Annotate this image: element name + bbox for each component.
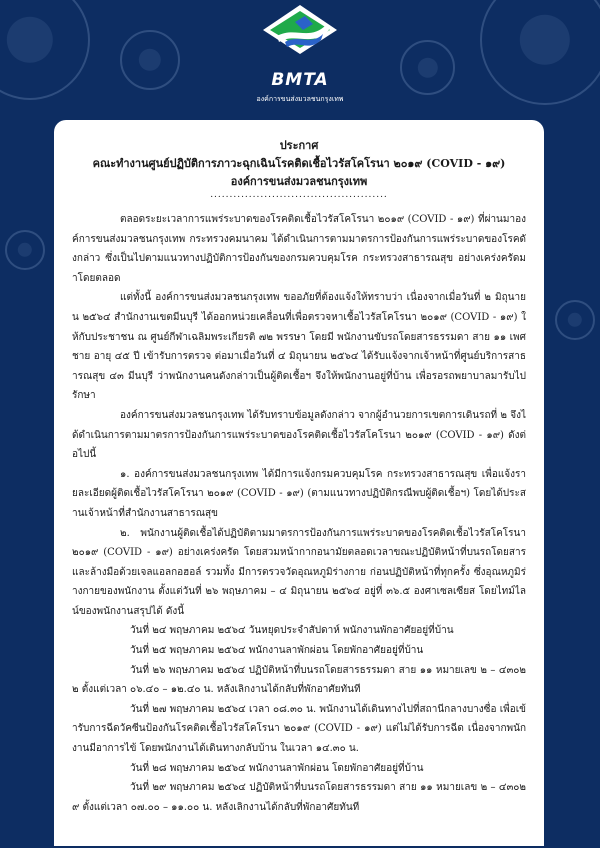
announcement-document [54,120,544,846]
bmta-logo-icon [255,2,345,68]
timeline-item: วันที่ ๒๕ พฤษภาคม ๒๕๖๔ พนักงานลาพักผ่อน โดยพักอาศัยอยู่ที่บ้าน [130,645,424,657]
virus-decoration [555,300,595,340]
timeline-item: วันที่ ๒๗ พฤษภาคม ๒๕๖๔ เวลา ๐๘.๓๐ น. พนักงานได้เดินทางไปที่สถานีกลางบางซื่อ เพื่อเข้ารับการฉีดวัคซีนป้องกันโรคติดเชื้อไวรัสโคโรนา ๒๐๑๙ (COVID - ๑๙) แต่ไม่ได้รับการฉีด เนื่องจากพนักงานมีอาการไข้ โดยพนักงานได้เดินทางกลับบ้าน ในเวลา ๑๔.๓๐ น. [72,703,526,755]
document-title: คณะทำงานศูนย์ปฏิบัติการภาวะฉุกเฉินโรคติดเชื้อไวรัสโคโรนา ๒๐๑๙ (COVID - ๑๙) [92,157,506,170]
header [0,0,600,120]
logo-name: BMTA [271,70,329,90]
paragraph: แต่ทั้งนี้ องค์การขนส่งมวลชนกรุงเทพ ขออภัยที่ต้องแจ้งให้ทราบว่า เนื่องจากเมื่อวันที่ ๒ มิถุนายน ๒๕๖๔ สำนักงานเขตมีนบุรี ได้ออกหน่วยเคลื่อนที่เพื่อตรวจหาเชื้อไวรัสโคโรนา ๒๐๑๙ (COVID - ๑๙) ให้กับประชาชน ณ ศูนย์กีฬาเฉลิมพระเกียรติ ๗๒ พรรษา โดยมี พนักงานขับรถโดยสารธรรมดา สาย ๑๑ เพศชาย อายุ ๔๕ ปี เข้ารับการตรวจ ต่อมาเมื่อวันที่ ๔ มิถุนายน ๒๕๖๔ ได้รับแจ้งจากเจ้าหน้าที่ศูนย์บริการสาธารณสุข ๔๓ มีนบุรี ว่าพนักงานคนดังกล่าวเป็นผู้ติดเชื้อฯ จึงให้พนักงานอยู่ที่บ้าน เพื่อรอรถพยาบาลมารับไปรักษา [72,292,526,402]
paragraph: ตลอดระยะเวลาการแพร่ระบาดของโรคติดเชื้อไวรัสโคโรนา ๒๐๑๙ (COVID - ๑๙) ที่ผ่านมาองค์การขนส่งมวลชนกรุงเทพ กระทรวงคมนาคม ได้ดำเนินการตามมาตรการป้องกันการแพร่ระบาดของโรคดังกล่าว ซึ่งเป็นไปตามแนวทางปฏิบัติการป้องกันของกรมควบคุมโรค กระทรวงสาธารณสุข อย่างเคร่งครัดมาโดยตลอด [72,214,526,284]
logo-subtitle: องค์การขนส่งมวลชนกรุงเทพ [256,95,344,103]
timeline-item: วันที่ ๒๙ พฤษภาคม ๒๕๖๔ ปฏิบัติหน้าที่บนรถโดยสารธรรมดา สาย ๑๑ หมายเลข ๒ – ๔๓๐๒๙ ตั้งแต่เวลา ๐๗.๐๐ – ๑๑.๐๐ น. หลังเลิกงานได้กลับที่พักอาศัยทันที [72,782,526,813]
paragraph: ๒. พนักงานผู้ติดเชื้อได้ปฏิบัติตามมาตรการป้องกันการแพร่ระบาดของโรคติดเชื้อไวรัสโคโรนา ๒๐๑๙ (COVID - ๑๙) อย่างเคร่งครัด โดยสวมหน้ากากอนามัยตลอดเวลาขณะปฏิบัติหน้าที่บนรถโดยสาร และล้างมือด้วยเจลแอลกอฮอล์ รวมทั้ง มีการตรวจวัดอุณหภูมิร่างกาย ก่อนปฏิบัติหน้าที่ทุกครั้ง ซึ่งอุณหภูมิร่างกายของพนักงาน ตั้งแต่วันที่ ๒๖ พฤษภาคม – ๔ มิถุนายน ๒๕๖๔ อยู่ที่ ๓๖.๕ องศาเซลเซียส โดยไทม์ไลน์ของพนักงานสรุปได้ ดังนี้ [72,527,526,617]
document-type: ประกาศ [279,139,319,152]
document-organization: องค์การขนส่งมวลชนกรุงเทพ [230,175,368,188]
timeline-item: วันที่ ๒๘ พฤษภาคม ๒๕๖๔ พนักงานลาพักผ่อน โดยพักอาศัยอยู่ที่บ้าน [130,762,424,774]
document-body [72,210,526,817]
bmta-logo [247,2,353,114]
timeline-item: วันที่ ๒๖ พฤษภาคม ๒๕๖๔ ปฏิบัติหน้าที่บนรถโดยสารธรรมดา สาย ๑๑ หมายเลข ๒ – ๔๓๐๒๒ ตั้งแต่เวลา ๐๖.๔๐ – ๑๒.๔๐ น. หลังเลิกงานได้กลับที่พักอาศัยทันที [72,664,526,696]
virus-decoration [5,230,45,270]
paragraph: ๑. องค์การขนส่งมวลชนกรุงเทพ ได้มีการแจ้งกรมควบคุมโรค กระทรวงสาธารณสุข เพื่อแจ้งรายละเอียดผู้ติดเชื้อไวรัสโคโรนา ๒๐๑๙ (COVID - ๑๙) (ตามแนวทางปฏิบัติกรณีพบผู้ติดเชื้อฯ) โดยได้ประสานเจ้าหน้าที่สำนักงานสาธารณสุข [72,468,526,519]
paragraph: องค์การขนส่งมวลชนกรุงเทพ ได้รับทราบข้อมูลดังกล่าว จากผู้อำนวยการเขตการเดินรถที่ ๒ จึงได้ดำเนินการตามมาตรการป้องกันการแพร่ระบาดของโรคติดเชื้อไวรัสโคโรนา ๒๐๑๙ (COVID - ๑๙) ดังต่อไปนี้ [72,409,526,461]
timeline-item: วันที่ ๒๔ พฤษภาคม ๒๕๖๔ วันหยุดประจำสัปดาห์ พนักงานพักอาศัยอยู่ที่บ้าน [130,625,454,637]
document-separator: .............................................. [210,190,388,200]
